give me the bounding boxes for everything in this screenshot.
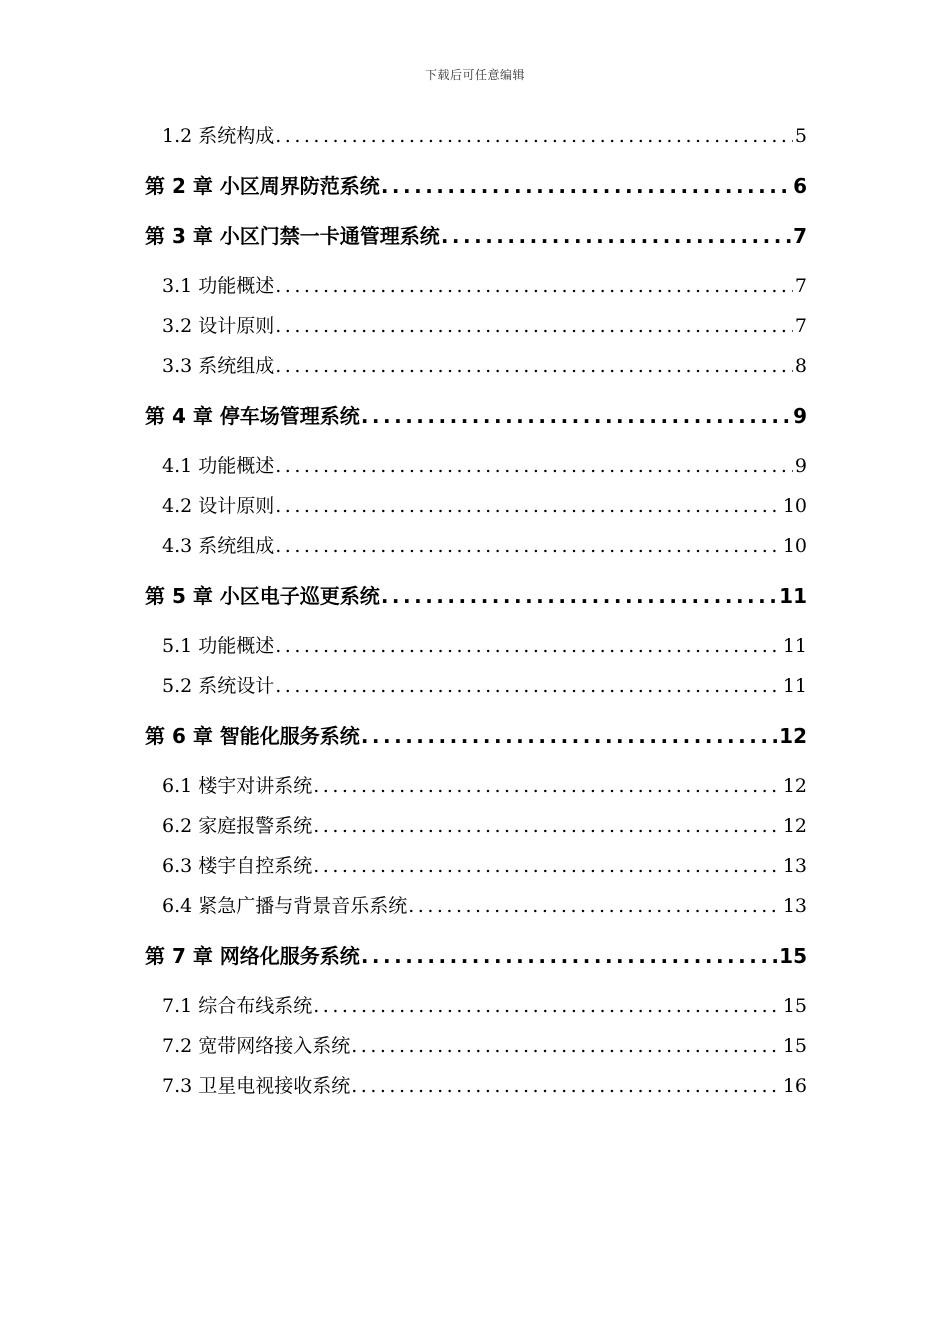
toc-entry-4-3[interactable]: [162, 531, 807, 561]
toc-dot-leader: [275, 311, 793, 341]
toc-entry-1-2[interactable]: [162, 121, 807, 151]
toc-entry-title: 4.1 功能概述: [162, 455, 275, 477]
toc-dot-leader: [381, 581, 777, 611]
toc-page-number: 10: [782, 535, 807, 557]
toc-entry-7-1[interactable]: [162, 991, 807, 1021]
toc-entry-title: 7.2 宽带网络接入系统: [162, 1035, 351, 1057]
toc-entry-chapter-6[interactable]: [145, 721, 807, 751]
toc-entry-title: 4.2 设计原则: [162, 495, 275, 517]
toc-entry-chapter-7[interactable]: [145, 941, 807, 971]
toc-entry-4-1[interactable]: [162, 451, 807, 481]
toc-entry-title: 7.3 卫星电视接收系统: [162, 1075, 351, 1097]
toc-entry-title: 第 2 章 小区周界防范系统: [145, 174, 380, 198]
toc-entry-5-1[interactable]: [162, 631, 807, 661]
toc-entry-title: 3.3 系统组成: [162, 355, 275, 377]
toc-dot-leader: [313, 771, 781, 801]
toc-entry-title: 5.1 功能概述: [162, 635, 275, 657]
toc-dot-leader: [381, 171, 791, 201]
toc-entry-3-3[interactable]: [162, 351, 807, 381]
toc-entry-title: 3.1 功能概述: [162, 275, 275, 297]
toc-entry-title: 6.2 家庭报警系统: [162, 815, 313, 837]
toc-page-number: 8: [794, 355, 807, 377]
toc-page-number: 7: [794, 315, 807, 337]
toc-entry-3-2[interactable]: [162, 311, 807, 341]
toc-page-number: 7: [793, 224, 807, 248]
toc-entry-7-2[interactable]: [162, 1031, 807, 1061]
toc-page-number: 7: [794, 275, 807, 297]
toc-entry-6-1[interactable]: [162, 771, 807, 801]
toc-dot-leader: [351, 1031, 781, 1061]
toc-dot-leader: [275, 271, 793, 301]
toc-entry-4-2[interactable]: [162, 491, 807, 521]
toc-page-number: 12: [782, 815, 807, 837]
toc-dot-leader: [441, 221, 791, 251]
toc-entry-title: 1.2 系统构成: [162, 125, 275, 147]
toc-page-number: 16: [782, 1075, 807, 1097]
toc-dot-leader: [361, 721, 777, 751]
toc-entry-title: 第 7 章 网络化服务系统: [145, 944, 360, 968]
toc-page-number: 15: [779, 944, 807, 968]
toc-dot-leader: [361, 941, 777, 971]
toc-dot-leader: [313, 851, 781, 881]
toc-page-number: 12: [779, 724, 807, 748]
toc-page-number: 11: [779, 584, 807, 608]
toc-entry-6-3[interactable]: [162, 851, 807, 881]
toc-entry-title: 第 4 章 停车场管理系统: [145, 404, 360, 428]
toc-dot-leader: [275, 451, 793, 481]
toc-dot-leader: [275, 631, 781, 661]
toc-page-number: 13: [782, 855, 807, 877]
toc-entry-title: 6.1 楼宇对讲系统: [162, 775, 313, 797]
toc-entry-chapter-2[interactable]: [145, 171, 807, 201]
toc-entry-title: 第 5 章 小区电子巡更系统: [145, 584, 380, 608]
toc-entry-title: 第 6 章 智能化服务系统: [145, 724, 360, 748]
toc-dot-leader: [275, 491, 781, 521]
toc-entry-title: 5.2 系统设计: [162, 675, 275, 697]
toc-entry-title: 6.4 紧急广播与背景音乐系统: [162, 895, 408, 917]
toc-dot-leader: [408, 891, 781, 921]
toc-entry-title: 3.2 设计原则: [162, 315, 275, 337]
toc-page-number: 12: [782, 775, 807, 797]
toc-entry-6-4[interactable]: [162, 891, 807, 921]
toc-dot-leader: [313, 811, 781, 841]
toc-page-number: 6: [793, 174, 807, 198]
toc-dot-leader: [351, 1071, 781, 1101]
toc-page-number: 10: [782, 495, 807, 517]
toc-entry-7-3[interactable]: [162, 1071, 807, 1101]
toc-entry-3-1[interactable]: [162, 271, 807, 301]
toc-page-number: 5: [794, 125, 807, 147]
toc-page-number: 13: [782, 895, 807, 917]
toc-entry-title: 第 3 章 小区门禁一卡通管理系统: [145, 224, 440, 248]
toc-page-number: 11: [782, 635, 807, 657]
toc-entry-title: 6.3 楼宇自控系统: [162, 855, 313, 877]
toc-dot-leader: [361, 401, 791, 431]
toc-entry-title: 7.1 综合布线系统: [162, 995, 313, 1017]
toc-dot-leader: [275, 671, 781, 701]
toc-page-number: 15: [782, 995, 807, 1017]
toc-dot-leader: [275, 531, 781, 561]
toc-page-number: 9: [794, 455, 807, 477]
toc-dot-leader: [313, 991, 781, 1021]
toc-dot-leader: [275, 121, 793, 151]
toc-entry-5-2[interactable]: [162, 671, 807, 701]
toc-entry-chapter-3[interactable]: [145, 221, 807, 251]
toc-page-number: 15: [782, 1035, 807, 1057]
toc-page-number: 11: [782, 675, 807, 697]
toc-entry-chapter-5[interactable]: [145, 581, 807, 611]
toc-entry-title: 4.3 系统组成: [162, 535, 275, 557]
toc-dot-leader: [275, 351, 793, 381]
toc-entry-6-2[interactable]: [162, 811, 807, 841]
toc-page-number: 9: [793, 404, 807, 428]
page-header: 下载后可任意编辑: [424, 68, 525, 82]
toc-entry-chapter-4[interactable]: [145, 401, 807, 431]
